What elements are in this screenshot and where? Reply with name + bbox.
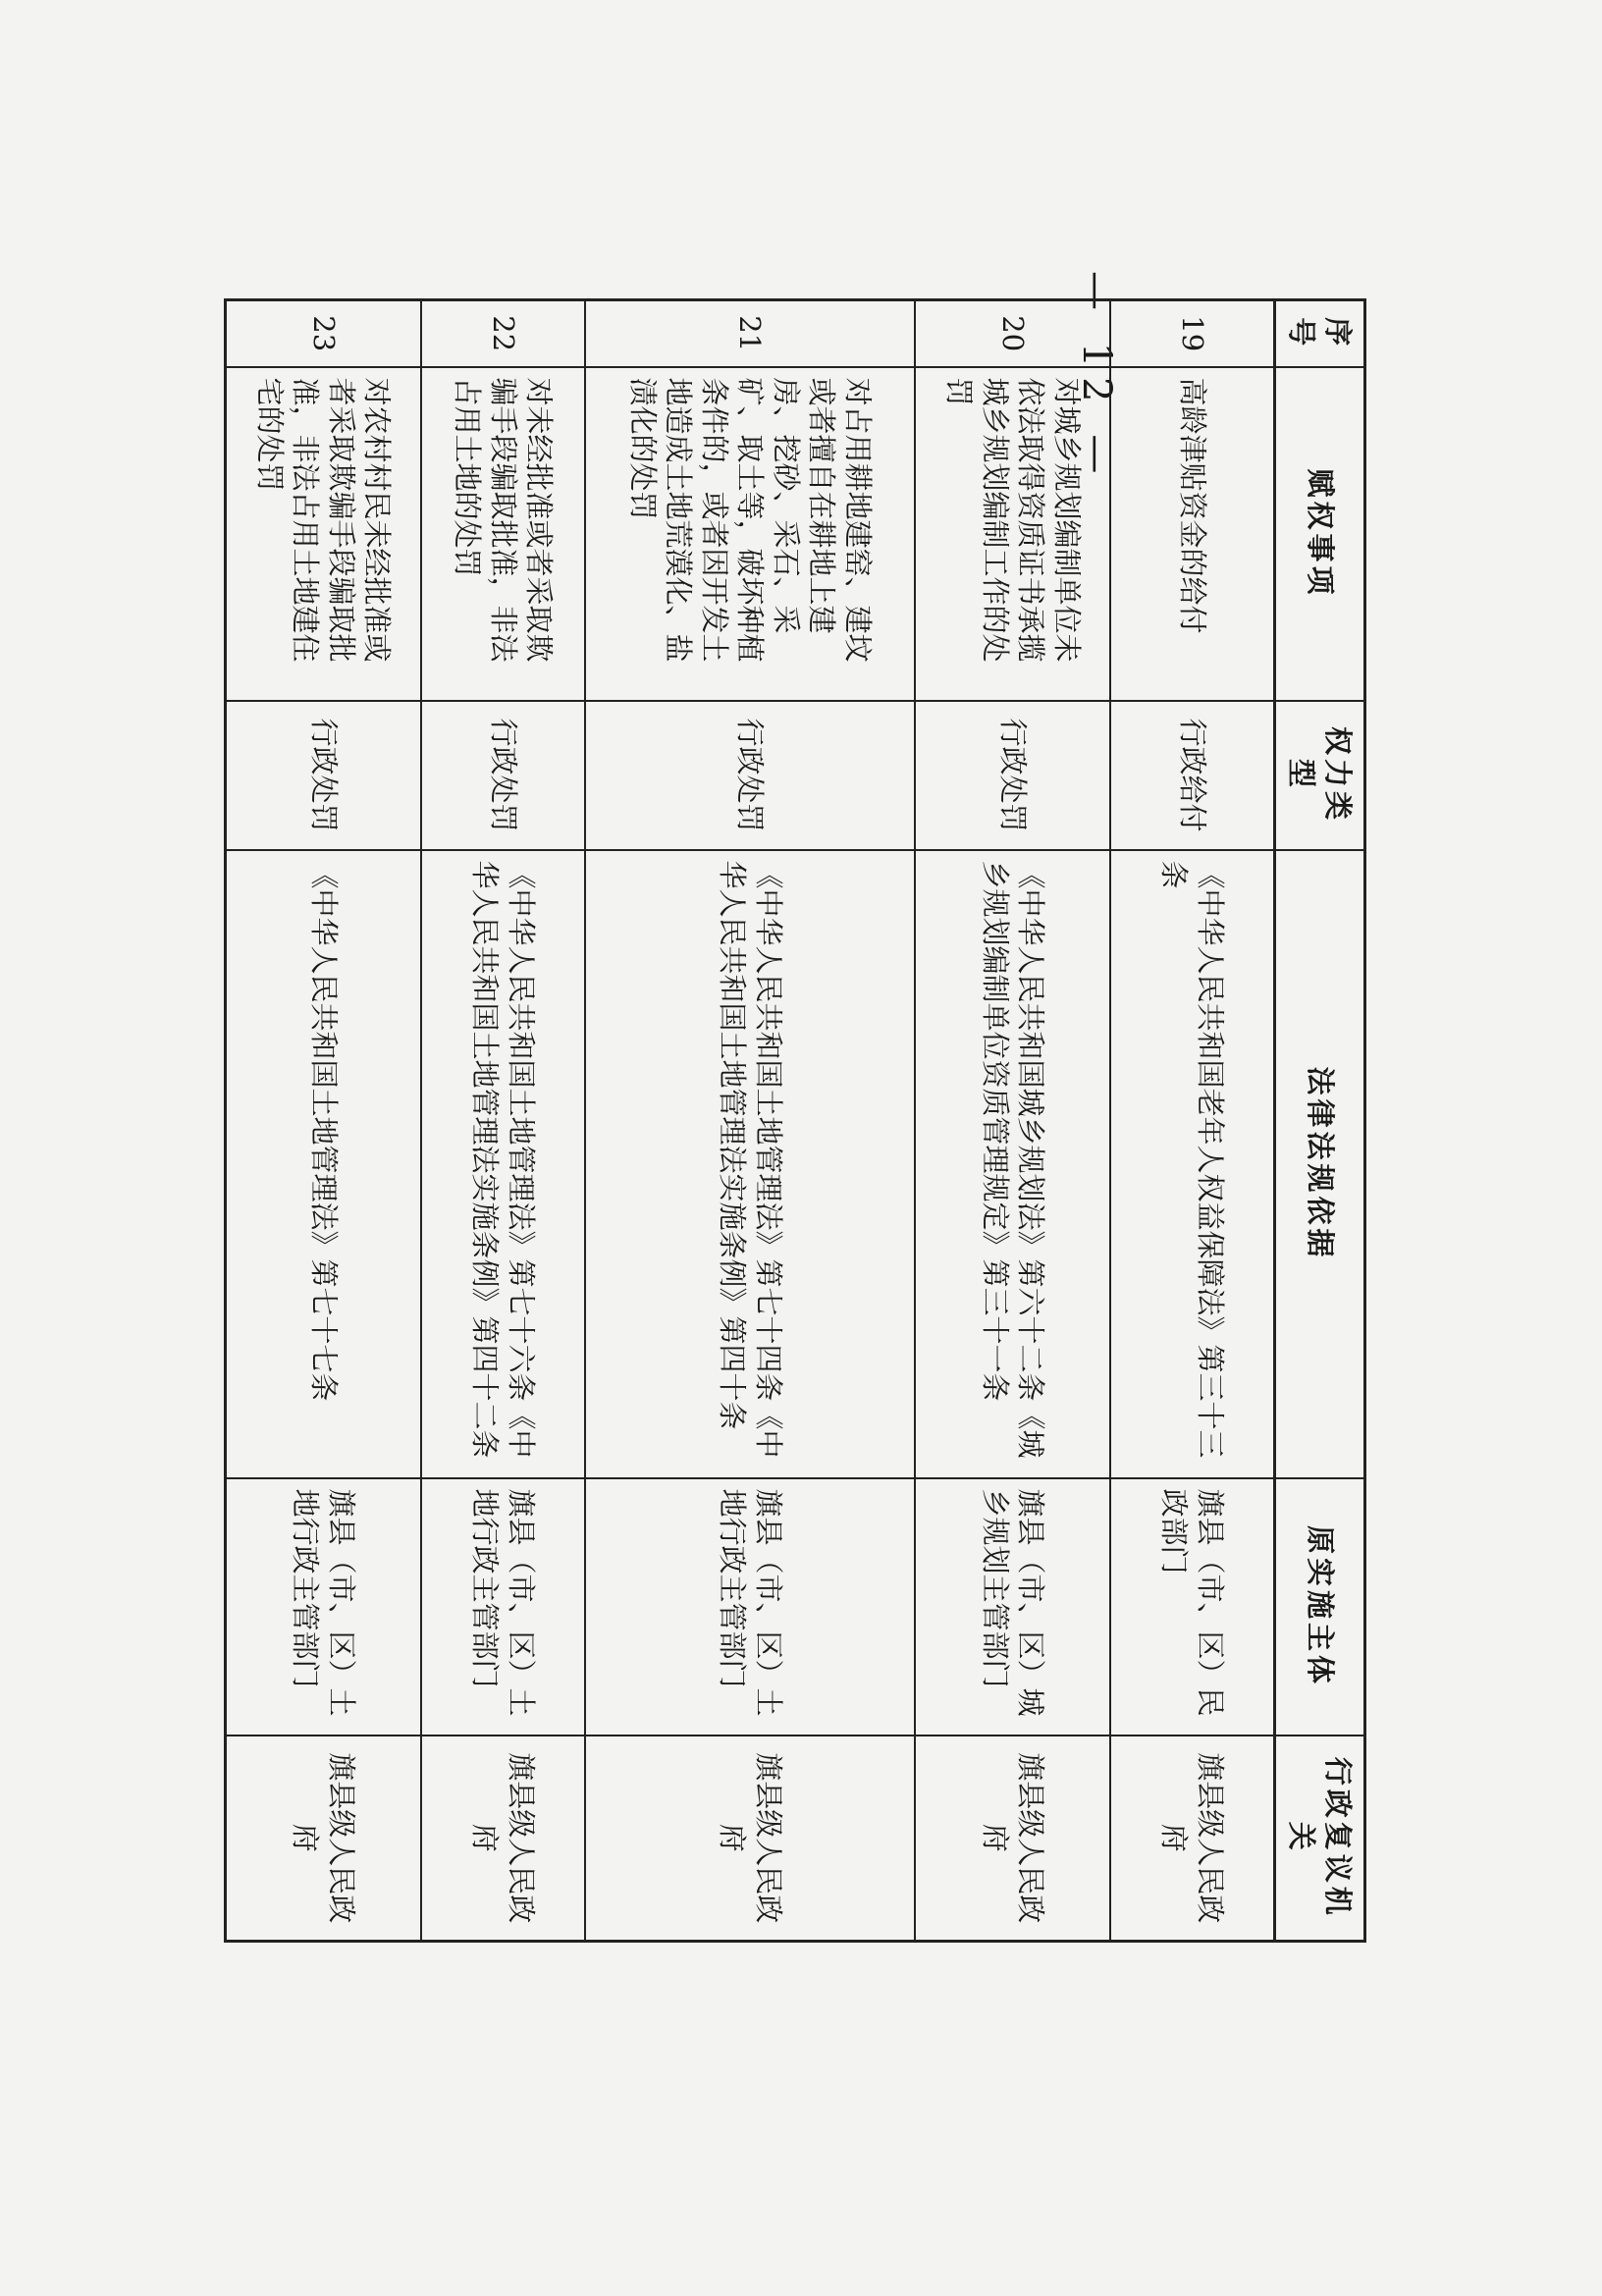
cell-serial: 22 (421, 300, 585, 367)
cell-review: 旗县级人民政府 (421, 1735, 585, 1942)
cell-subject: 旗县（市、区）土地行政主管部门 (585, 1478, 915, 1735)
cell-type: 行政处罚 (915, 701, 1110, 850)
cell-item: 对农村村民未经批准或者采取欺骗手段骗取批准，非法占用土地建住宅的处罚 (226, 367, 421, 701)
cell-subject: 旗县（市、区）土地行政主管部门 (226, 1478, 421, 1735)
header-subject: 原实施主体 (1274, 1478, 1364, 1735)
page-number: — 12 — (1074, 271, 1119, 484)
cell-review: 旗县级人民政府 (226, 1735, 421, 1942)
cell-type: 行政处罚 (226, 701, 421, 850)
cell-item: 对占用耕地建窑、建坟或者擅自在耕地上建房、挖砂、采石、采矿、取土等，破坏种植条件的，或者因开发土地造成土地荒漠化、盐渍化的处罚 (585, 367, 915, 701)
table-header-row (1274, 300, 1364, 1942)
header-item: 赋权事项 (1274, 367, 1364, 701)
cell-serial: 20 (915, 300, 1110, 367)
table-row (915, 300, 1110, 1942)
table-row (585, 300, 915, 1942)
header-review: 行政复议机关 (1274, 1735, 1364, 1942)
cell-serial: 21 (585, 300, 915, 367)
cell-type: 行政给付 (1110, 701, 1275, 850)
cell-type: 行政处罚 (421, 701, 585, 850)
cell-serial: 23 (226, 300, 421, 367)
cell-basis: 《中华人民共和国土地管理法》第七十七条 (226, 850, 421, 1478)
cell-type: 行政处罚 (585, 701, 915, 850)
header-serial: 序号 (1274, 300, 1364, 367)
cell-subject: 旗县（市、区）土地行政主管部门 (421, 1478, 585, 1735)
cell-item: 对未经批准或者采取欺骗手段骗取批准，非法占用土地的处罚 (421, 367, 585, 701)
table-row (421, 300, 585, 1942)
cell-serial: 19 (1110, 300, 1275, 367)
cell-subject: 旗县（市、区）民政部门 (1110, 1478, 1275, 1735)
cell-basis: 《中华人民共和国土地管理法》第七十四条《中华人民共和国土地管理法实施条例》第四十条 (585, 850, 915, 1478)
cell-review: 旗县级人民政府 (585, 1735, 915, 1942)
cell-review: 旗县级人民政府 (915, 1735, 1110, 1942)
cell-subject: 旗县（市、区）城乡规划主管部门 (915, 1478, 1110, 1735)
cell-review: 旗县级人民政府 (1110, 1735, 1275, 1942)
table-row (1110, 300, 1275, 1942)
header-type: 权力类型 (1274, 701, 1364, 850)
cell-item: 高龄津贴资金的给付 (1110, 367, 1275, 701)
cell-basis: 《中华人民共和国老年人权益保障法》第三十三条 (1110, 850, 1275, 1478)
cell-basis: 《中华人民共和国城乡规划法》第六十二条《城乡规划编制单位资质管理规定》第三十一条 (915, 850, 1110, 1478)
authority-table (224, 298, 1366, 1943)
cell-basis: 《中华人民共和国土地管理法》第七十六条《中华人民共和国土地管理法实施条例》第四十二条 (421, 850, 585, 1478)
cell-item: 对城乡规划编制单位未依法取得资质证书承揽城乡规划编制工作的处罚 (915, 367, 1110, 701)
header-basis: 法律法规依据 (1274, 850, 1364, 1478)
table-row (226, 300, 421, 1942)
